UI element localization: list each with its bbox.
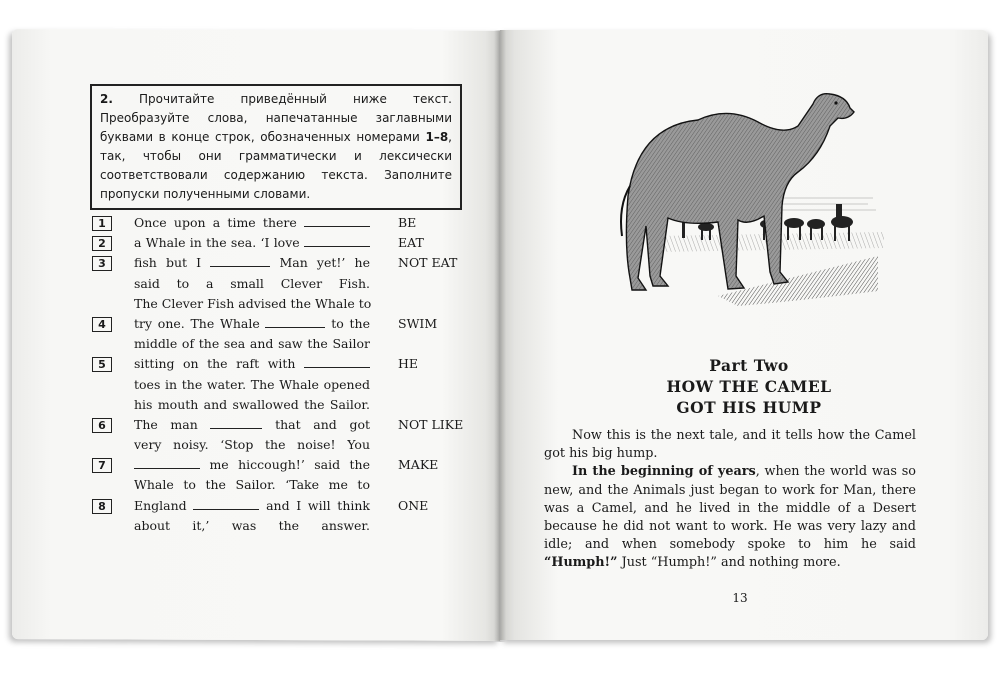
exercise-row [92,334,472,354]
keyword: ONE [398,497,429,513]
task-text-1: Прочитайте приведённый ниже текст. Преобразуйте слова, напечатанные заглавными буквами в конце строк, обозначенных номерами [100,92,452,144]
exercise-text-part: his mouth and swallowed the Sailor. [134,396,370,412]
exercise-line [134,213,370,233]
item-number-box: 3 [92,256,112,271]
item-number-box: 2 [92,236,112,251]
exercise-text-part: Once upon a time there [134,215,297,230]
exercise-text-part: me hiccough!’ said the [209,457,370,473]
exercise-row [92,435,472,455]
book-spine [494,30,506,642]
item-number-box: 5 [92,357,112,372]
exercise-row [92,455,472,475]
story-paragraph-2-text: , when the world was so new, and the Animals just began to work for Man, there was a Camel, and he lived in the middle of a Desert because he did not want to work. He was very lazy and idle; and when somebody spoke to him he said [544,464,916,553]
exercise-row [92,415,472,435]
keyword: MAKE [398,457,439,473]
keyword: NOT EAT [398,255,458,271]
keyword: HE [398,356,419,372]
exercise-text-part: very noisy. ‘Stop the noise! You [134,437,370,453]
exercise-text-part: that and got [275,416,370,432]
item-number-box: 7 [92,458,112,473]
item-number-box: 1 [92,216,112,231]
item-number-box: 8 [92,499,112,514]
story-paragraph-1: Now this is the next tale, and it tells how the Camel got his big hump. [544,428,916,462]
exercise-row [92,233,472,253]
exercise-text-part: said to a small Clever Fish. [134,275,370,291]
story-humph-bold: “Humph!” [544,555,618,571]
story-paragraph-2-end: Just “Humph!” and nothing more. [617,555,841,571]
task-nums: 1–8 [425,130,449,144]
task-text-2: , так, чтобы они грамматически и лексически соответствовали содержанию текста. Заполните пропуски полученными словами. [100,130,452,201]
exercise-line [134,435,370,455]
exercise-text-part: and I will think [266,497,370,513]
exercise-row [92,213,472,233]
story-title-line-2: GOT HIS HUMP [676,398,822,417]
answer-blank[interactable] [304,354,370,368]
exercise-text-part: to the [331,315,370,331]
exercise-row [92,354,472,374]
exercise-line [134,395,370,415]
exercise-line [134,375,370,395]
item-number-box: 6 [92,418,112,433]
answer-blank[interactable] [304,213,370,227]
story-body [544,427,916,573]
answer-blank[interactable] [265,314,325,328]
exercise-text-part: The Clever Fish advised the Whale to [134,295,372,311]
exercise-line [134,496,370,516]
exercise-text-part: England [134,497,187,513]
answer-blank[interactable] [134,455,200,469]
exercise-line [134,274,370,294]
exercise-text [92,213,472,536]
story-paragraph-2 [544,463,916,572]
exercise-row [92,253,472,273]
story-bold-phrase: In the beginning of years [572,464,756,480]
exercise-text-part: Whale to the Sailor. ‘Take me to [134,477,370,493]
exercise-line [134,415,370,435]
exercise-text-part: a Whale in the sea. ‘I love [134,235,300,251]
exercise-line [134,475,370,495]
answer-blank[interactable] [193,496,259,510]
answer-blank[interactable] [210,415,262,429]
exercise-row [92,274,472,294]
exercise-text-part: middle of the sea and saw the Sailor [134,336,370,352]
exercise-line [134,334,370,354]
story-title-line-1: HOW THE CAMEL [666,377,832,396]
camel-engraving-icon [598,86,884,326]
item-number-box: 4 [92,317,112,332]
keyword: SWIM [398,315,438,331]
exercise-line [134,314,370,334]
exercise-text-part: about it,’ was the answer. [134,517,370,533]
answer-blank[interactable] [210,253,270,267]
exercise-row [92,294,472,314]
exercise-text-part: Man yet!’ he [279,255,370,271]
exercise-line [134,516,370,536]
exercise-line [134,253,370,273]
keyword: EAT [398,235,424,251]
exercise-line [134,455,370,475]
exercise-row [92,375,472,395]
exercise-row [92,475,472,495]
exercise-row [92,496,472,516]
task-instructions [90,84,462,210]
exercise-row [92,516,472,536]
exercise-line [134,294,370,314]
keyword: BE [398,215,417,230]
exercise-text-part: try one. The Whale [134,315,260,331]
task-number: 2. [100,92,113,106]
exercise-text-part: toes in the water. The Whale opened [134,376,370,392]
exercise-text-part: The man [134,416,198,432]
exercise-row [92,395,472,415]
exercise-line [134,354,370,374]
exercise-row [92,314,472,334]
answer-blank[interactable] [304,233,370,247]
page-number: 13 [732,591,748,605]
exercise-text-part: fish but I [134,255,202,271]
exercise-text-part: sitting on the raft with [134,356,296,372]
part-heading: Part Two [709,356,789,375]
keyword: NOT LIKE [398,416,464,432]
exercise-line [134,233,370,253]
